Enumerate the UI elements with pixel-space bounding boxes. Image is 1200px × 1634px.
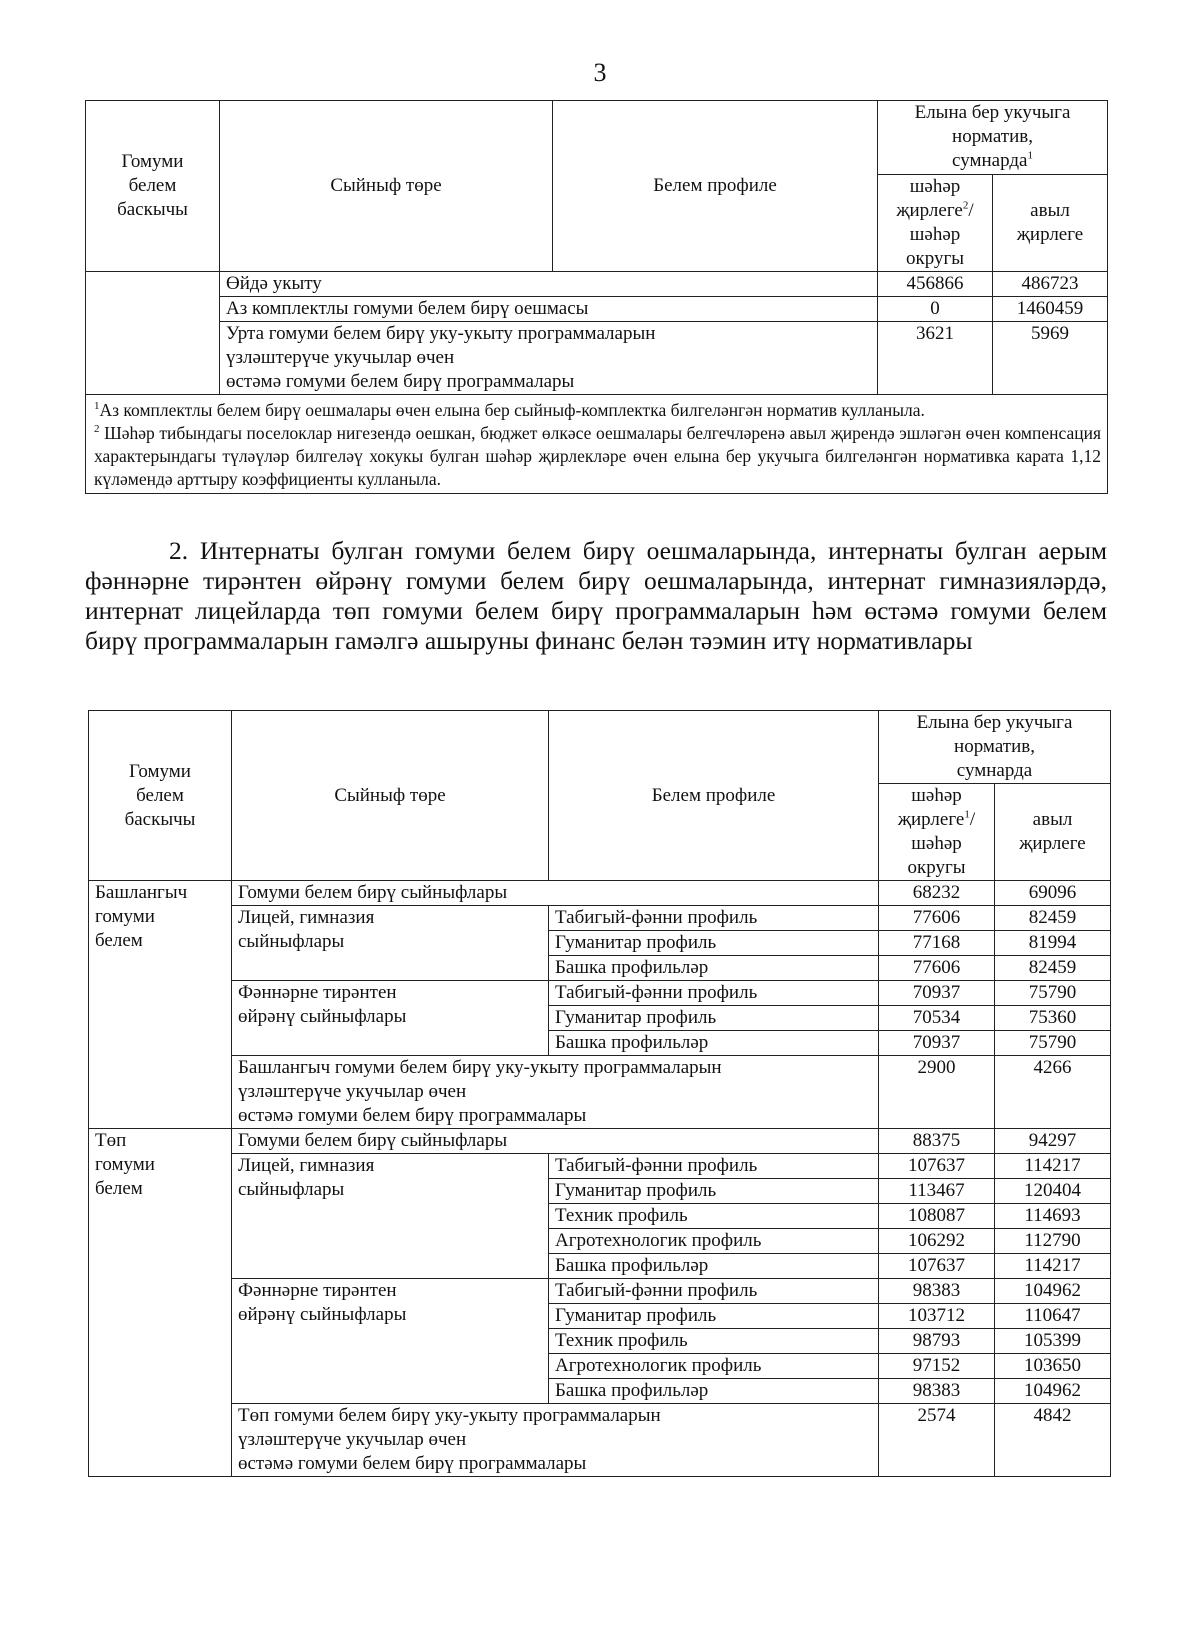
value-rural: 75790 [995, 981, 1111, 1006]
header-class-type: Сыйныф төре [220, 101, 553, 272]
value-rural: 82459 [995, 956, 1111, 981]
footnote-mark: 1 [964, 808, 970, 821]
row-name: Гомуми белем бирү сыйныфлары [232, 1129, 879, 1154]
header-normative: Елына бер укучыга норматив, сумнарда [879, 711, 1111, 784]
value-rural: 110647 [995, 1304, 1111, 1329]
value-rural: 5969 [993, 322, 1108, 395]
footnote-2: $^2$ Шәһәр тибындагы поселоклар нигезендә оешкан, бюджет өлкәсе оешмалары белгечләренә авыл җирендә эшләгән өчен компенсация характерындагы түләүләр билгеләү хокукы булган шәһәр җирлекләре өчен елына бер укучыга билгеләнгән нормативка карата 1,12 күләмендә арттыру коэффициенты кулланыла. [94, 423, 1102, 489]
profile-name: Техник профиль [549, 1204, 879, 1229]
header-city: шәһәр җирлеге$^2$/ шәһәр округы [878, 175, 993, 272]
level-basic: Төп гомуми белем [89, 1129, 232, 1477]
profile-name: Башка профильләр [549, 1254, 879, 1279]
row-name: Урта гомуми белем бирү уку-укыту программаларын үзләштерүче укучылар өчен өстәмә гомуми белем бирү программалары [220, 322, 878, 395]
normatives-table-2 [88, 710, 1111, 1477]
class-type-lyceum: Лицей, гимназия сыйныфлары [232, 1154, 549, 1279]
value-rural: 94297 [995, 1129, 1111, 1154]
profile-name: Техник профиль [549, 1329, 879, 1354]
value-rural: 120404 [995, 1179, 1111, 1204]
class-type-advanced: Фәннәрне тирәнтен өйрәнү сыйныфлары [232, 1279, 549, 1404]
value-rural: 75360 [995, 1006, 1111, 1031]
value-city: 107637 [879, 1254, 995, 1279]
value-city: 113467 [879, 1179, 995, 1204]
value-city: 108087 [879, 1204, 995, 1229]
value-city: 70937 [879, 1031, 995, 1056]
header-level: Гомуми белем баскычы [89, 711, 232, 881]
row-name: Төп гомуми белем бирү уку-укыту программаларын үзләштерүче укучылар өчен өстәмә гомуми белем бирү программалары [232, 1404, 879, 1477]
value-city: 68232 [879, 881, 995, 906]
row-name: Гомуми белем бирү сыйныфлары [232, 881, 879, 906]
header-normative: Елына бер укучыга норматив, сумнарда$^1$ [878, 101, 1108, 175]
profile-name: Гуманитар профиль [549, 1304, 879, 1329]
header-profile: Белем профиле [549, 711, 879, 881]
profile-name: Гуманитар профиль [549, 1006, 879, 1031]
value-rural: 69096 [995, 881, 1111, 906]
header-rural: авыл җирлеге [995, 784, 1111, 881]
page-number: 3 [593, 58, 607, 87]
value-city: 106292 [879, 1229, 995, 1254]
value-rural: 112790 [995, 1229, 1111, 1254]
value-city: 77168 [879, 931, 995, 956]
profile-name: Башка профильләр [549, 956, 879, 981]
value-rural: 104962 [995, 1279, 1111, 1304]
value-rural: 486723 [993, 272, 1108, 297]
value-city: 3621 [878, 322, 993, 395]
value-rural: 114217 [995, 1154, 1111, 1179]
footnote-mark: 1 [1027, 149, 1033, 162]
profile-name: Табигый-фәнни профиль [549, 1154, 879, 1179]
row-name: Аз комплектлы гомуми белем бирү оешмасы [220, 297, 878, 322]
value-rural: 105399 [995, 1329, 1111, 1354]
profile-name: Табигый-фәнни профиль [549, 906, 879, 931]
level-primary: Башлангыч гомуми белем [89, 881, 232, 1129]
empty-level-cell [86, 272, 220, 395]
header-city: шәһәр җирлеге$^1$/ шәһәр округы [879, 784, 995, 881]
value-rural: 104962 [995, 1379, 1111, 1404]
header-rural: авыл җирлеге [993, 175, 1108, 272]
profile-name: Табигый-фәнни профиль [549, 981, 879, 1006]
normatives-table-1 [85, 100, 1108, 494]
value-city: 456866 [878, 272, 993, 297]
profile-name: Агротехнологик профиль [549, 1354, 879, 1379]
profile-name: Табигый-фәнни профиль [549, 1279, 879, 1304]
profile-name: Гуманитар профиль [549, 1179, 879, 1204]
value-city: 0 [878, 297, 993, 322]
footnote-1: $^1$Аз комплектлы белем бирү оешмалары өчен елына бер сыйныф-комплектка билгеләнгән норматив кулланыла. [94, 400, 925, 420]
row-name: Башлангыч гомуми белем бирү уку-укыту программаларын үзләштерүче укучылар өчен өстәмә гомуми белем бирү программалары [232, 1056, 879, 1129]
value-city: 70937 [879, 981, 995, 1006]
value-rural: 114693 [995, 1204, 1111, 1229]
value-city: 97152 [879, 1354, 995, 1379]
value-rural: 4266 [995, 1056, 1111, 1129]
value-city: 98793 [879, 1329, 995, 1354]
header-class-type: Сыйныф төре [232, 711, 549, 881]
profile-name: Башка профильләр [549, 1031, 879, 1056]
profile-name: Башка профильләр [549, 1379, 879, 1404]
value-city: 77606 [879, 956, 995, 981]
footnotes [86, 395, 1108, 494]
value-rural: 75790 [995, 1031, 1111, 1056]
value-city: 98383 [879, 1279, 995, 1304]
value-city: 70534 [879, 1006, 995, 1031]
value-city: 88375 [879, 1129, 995, 1154]
value-rural: 103650 [995, 1354, 1111, 1379]
value-rural: 1460459 [993, 297, 1108, 322]
value-city: 2574 [879, 1404, 995, 1477]
footnote-mark: 2 [962, 199, 969, 212]
class-type-advanced: Фәннәрне тирәнтен өйрәнү сыйныфлары [232, 981, 549, 1056]
header-level: Гомуми белем баскычы [86, 101, 220, 272]
value-rural: 82459 [995, 906, 1111, 931]
value-city: 98383 [879, 1379, 995, 1404]
value-city: 103712 [879, 1304, 995, 1329]
profile-name: Агротехнологик профиль [549, 1229, 879, 1254]
class-type-lyceum: Лицей, гимназия сыйныфлары [232, 906, 549, 981]
value-rural: 81994 [995, 931, 1111, 956]
value-city: 107637 [879, 1154, 995, 1179]
value-city: 77606 [879, 906, 995, 931]
value-rural: 4842 [995, 1404, 1111, 1477]
value-city: 2900 [879, 1056, 995, 1129]
profile-name: Гуманитар профиль [549, 931, 879, 956]
header-profile: Белем профиле [553, 101, 878, 272]
row-name: Өйдә укыту [220, 272, 878, 297]
section-paragraph: 2. Интернаты булган гомуми белем бирү оешмаларында, интернаты булган аерым фәннәрне тирәнтен өйрәнү гомуми белем бирү оешмаларында, интернат гимназияләрдә, интернат лицейларда төп гомуми белем бирү программаларын һәм өстәмә гомуми белем бирү программаларын гамәлгә ашыруны финанс белән тәэмин итү нормативлары [85, 536, 1107, 655]
value-rural: 114217 [995, 1254, 1111, 1279]
